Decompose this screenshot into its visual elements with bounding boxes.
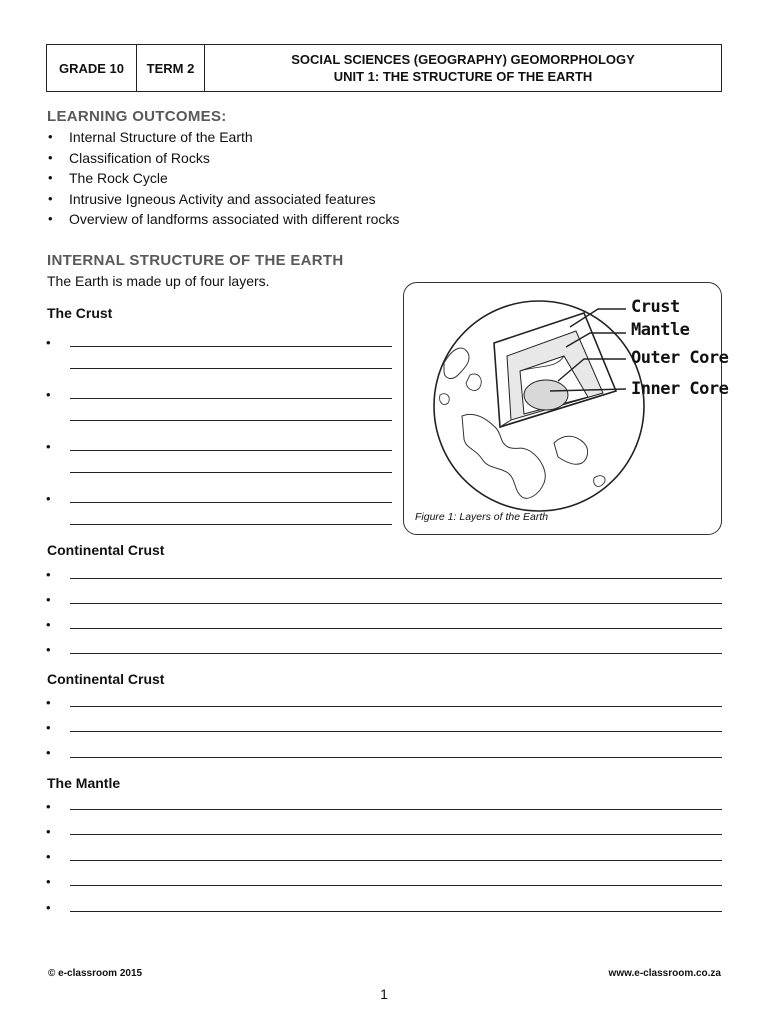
label-inner-core: Inner Core	[631, 379, 729, 399]
continental-crust-heading-2: Continental Crust	[47, 671, 165, 687]
page-number: 1	[380, 986, 388, 1002]
answer-line[interactable]	[70, 368, 392, 369]
bullet-dot: •	[46, 335, 51, 350]
answer-line[interactable]	[70, 420, 392, 421]
bullet-dot: •	[46, 439, 51, 454]
answer-line[interactable]	[70, 346, 392, 347]
mantle-heading: The Mantle	[47, 775, 121, 791]
list-item: • Internal Structure of the Earth	[46, 127, 446, 148]
footer-website[interactable]: www.e-classroom.co.za	[608, 968, 721, 979]
crust-heading: The Crust	[47, 305, 113, 321]
list-item: • Overview of landforms associated with different rocks	[46, 209, 446, 230]
title-cell	[205, 45, 721, 91]
answer-line[interactable]	[70, 653, 722, 654]
bullet-dot: •	[46, 849, 51, 864]
answer-line[interactable]	[70, 731, 722, 732]
bullet-dot: •	[46, 491, 51, 506]
bullet-dot: •	[46, 642, 51, 657]
bullet-dot: •	[46, 874, 51, 889]
answer-line[interactable]	[70, 578, 722, 579]
internal-structure-heading: INTERNAL STRUCTURE OF THE EARTH	[47, 252, 344, 269]
learning-outcomes-heading: LEARNING OUTCOMES:	[47, 108, 227, 125]
figure-caption: Figure 1: Layers of the Earth	[415, 511, 549, 523]
label-crust: Crust	[631, 297, 680, 317]
term-cell: TERM 2	[137, 45, 205, 91]
title-line-2: UNIT 1: THE STRUCTURE OF THE EARTH	[333, 69, 593, 84]
bullet-dot: •	[46, 592, 51, 607]
bullet-dot: •	[46, 617, 51, 632]
footer-copyright: © e-classroom 2015	[48, 968, 143, 979]
bullet-dot: •	[46, 387, 51, 402]
bullet-dot: •	[46, 799, 51, 814]
label-mantle: Mantle	[631, 320, 690, 340]
answer-line[interactable]	[70, 524, 392, 525]
title-line-1: SOCIAL SCIENCES (GEOGRAPHY) GEOMORPHOLOGY	[291, 52, 635, 67]
bullet-dot: •	[46, 745, 51, 760]
intro-text: The Earth is made up of four layers.	[47, 273, 270, 289]
grade-cell: GRADE 10	[47, 45, 137, 91]
bullet-dot: •	[46, 567, 51, 582]
bullet-dot: •	[46, 824, 51, 839]
header-table	[46, 44, 722, 92]
list-item: • Classification of Rocks	[46, 148, 446, 169]
label-outer-core: Outer Core	[631, 348, 729, 368]
answer-line[interactable]	[70, 885, 722, 886]
bullet-dot: •	[46, 695, 51, 710]
bullet-dot: •	[46, 900, 51, 915]
answer-line[interactable]	[70, 706, 722, 707]
answer-line[interactable]	[70, 628, 722, 629]
answer-line[interactable]	[70, 398, 392, 399]
bullet-dot: •	[46, 720, 51, 735]
answer-line[interactable]	[70, 472, 392, 473]
answer-line[interactable]	[70, 757, 722, 758]
list-item: • Intrusive Igneous Activity and associated features	[46, 189, 446, 210]
answer-line[interactable]	[70, 911, 722, 912]
learning-outcomes-list	[46, 127, 446, 230]
answer-line[interactable]	[70, 809, 722, 810]
continental-crust-heading: Continental Crust	[47, 542, 165, 558]
answer-line[interactable]	[70, 834, 722, 835]
answer-line[interactable]	[70, 502, 392, 503]
answer-line[interactable]	[70, 450, 392, 451]
answer-line[interactable]	[70, 603, 722, 604]
list-item: • The Rock Cycle	[46, 168, 446, 189]
answer-line[interactable]	[70, 860, 722, 861]
